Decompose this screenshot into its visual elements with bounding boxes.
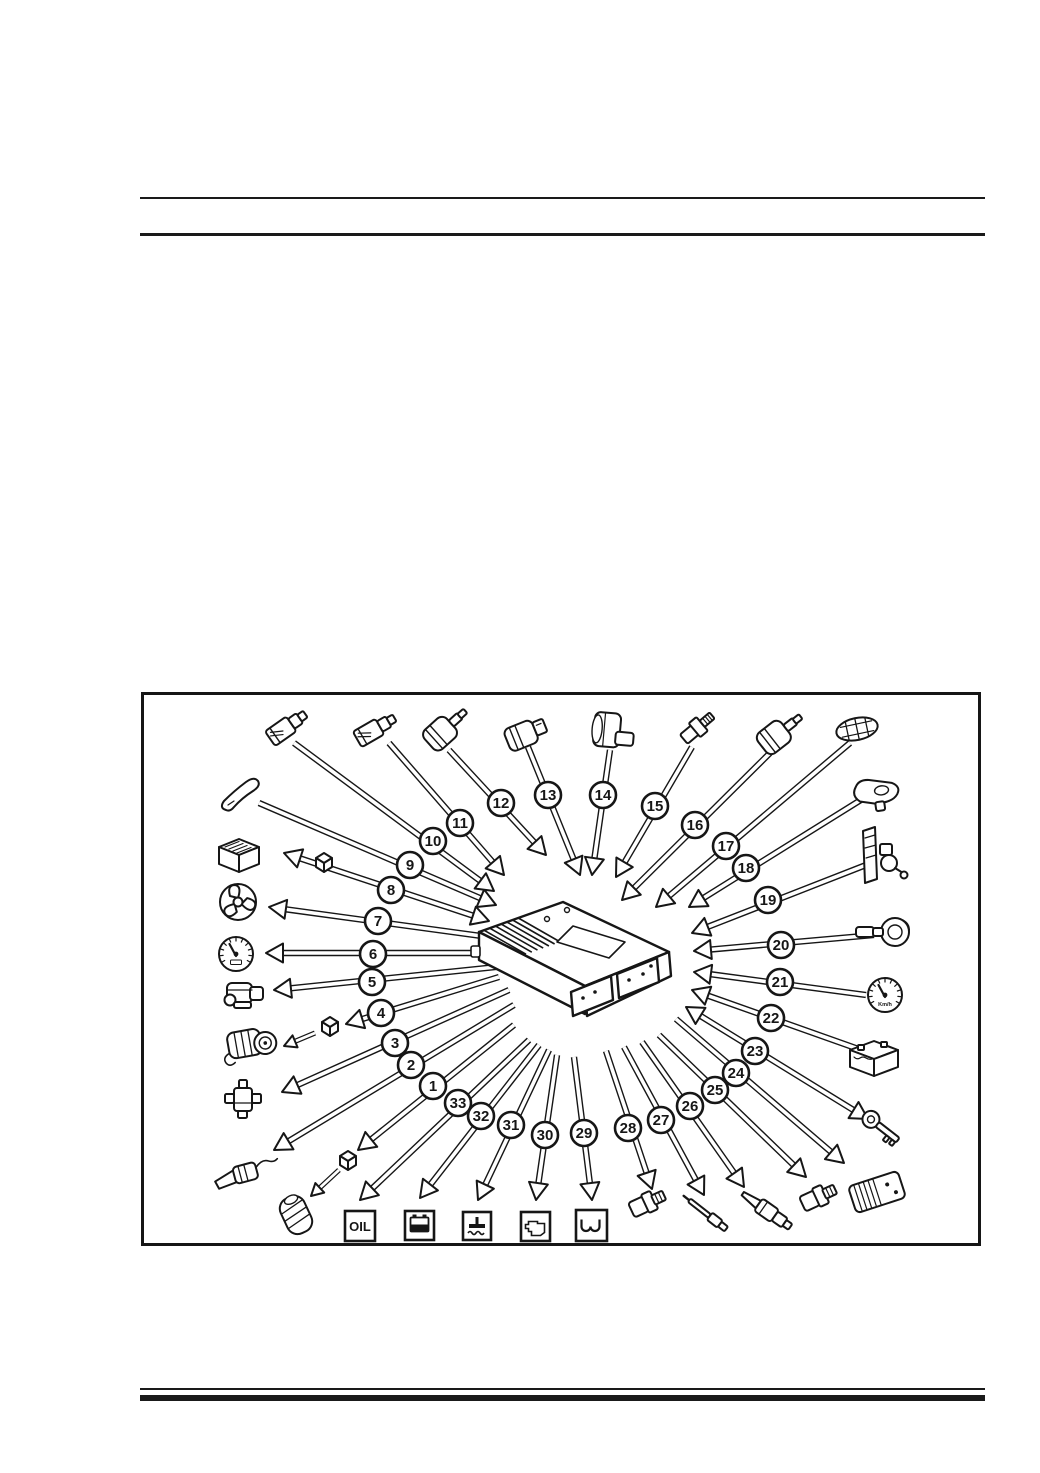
callout-17-badge: [713, 833, 739, 859]
callout-2-badge: [398, 1052, 424, 1078]
svg-text:14: 14: [594, 787, 612, 805]
svg-text:18: 18: [737, 860, 755, 878]
relay-box-icon: [219, 839, 259, 872]
cube-connector-icon: [322, 1017, 338, 1036]
svg-text:30: 30: [536, 1127, 554, 1145]
callout-13-arrow: [528, 747, 582, 875]
small-sensor-icon: [627, 1186, 668, 1219]
svg-text:16: 16: [686, 817, 704, 835]
callout-1-badge: [420, 1073, 446, 1099]
pump-icon: [225, 983, 264, 1008]
svg-text:4: 4: [376, 1005, 386, 1023]
callout-27-badge: [648, 1107, 674, 1133]
fan-icon: [220, 884, 257, 920]
svg-text:7: 7: [373, 913, 383, 931]
engine-warning-icon: [521, 1212, 550, 1241]
ecu-diagram-frame: [141, 692, 981, 1246]
svg-text:8: 8: [386, 882, 396, 900]
glow-plug-warning-icon: [576, 1210, 607, 1241]
svg-text:24: 24: [727, 1065, 745, 1083]
svg-text:Km/h: Km/h: [878, 1002, 892, 1008]
callout-14-arrow: [585, 750, 610, 875]
cyl-sensor-icon: [503, 715, 550, 753]
svg-text:3: 3: [390, 1035, 400, 1053]
callout-13-badge: [535, 782, 561, 808]
callout-16-badge: [682, 812, 708, 838]
svg-text:26: 26: [681, 1098, 699, 1116]
module-icon: [848, 1171, 906, 1214]
svg-text:10: 10: [424, 833, 442, 851]
svg-text:OIL: OIL: [349, 1219, 371, 1234]
footer-rule-thick: [140, 1395, 985, 1401]
link-arrow-2: [284, 1033, 315, 1047]
gauge-rpm-icon: [219, 937, 253, 971]
callout-21-badge: [767, 969, 793, 995]
svg-text:22: 22: [762, 1010, 780, 1028]
callout-15-badge: [642, 793, 668, 819]
svg-text:1: 1: [428, 1078, 438, 1096]
callout-5-badge: [359, 969, 385, 995]
svg-text:29: 29: [575, 1125, 593, 1143]
bracket-sensor-icon: [863, 827, 908, 883]
callout-6-badge: [360, 941, 386, 967]
callout-12-badge: [488, 790, 514, 816]
callout-28-badge: [615, 1115, 641, 1141]
callout-14-badge: [590, 782, 616, 808]
svg-text:32: 32: [472, 1108, 490, 1126]
trans-sensor-icon: [856, 918, 909, 946]
callout-32-badge: [468, 1103, 494, 1129]
footer-rule-thin: [140, 1388, 985, 1390]
svg-text:28: 28: [619, 1120, 637, 1138]
callout-18-badge: [733, 855, 759, 881]
link-arrow-1: [311, 1170, 339, 1196]
callout-26-badge: [677, 1093, 703, 1119]
callout-11-badge: [447, 810, 473, 836]
small-sensor-icon: [798, 1180, 839, 1213]
key-icon: [859, 1107, 903, 1147]
oil-warning-icon: [345, 1211, 375, 1241]
oval-plug-icon: [834, 714, 880, 744]
svg-text:13: 13: [539, 787, 557, 805]
glow-plug-icon: [681, 1192, 729, 1232]
speedometer-icon: [868, 978, 902, 1012]
battery-icon: [850, 1041, 898, 1076]
svg-text:9: 9: [405, 857, 415, 875]
callout-20-badge: [768, 932, 794, 958]
callout-10-badge: [420, 828, 446, 854]
callout-29-badge: [571, 1120, 597, 1146]
ecu-system-diagram: [144, 695, 978, 1243]
cube-connector-icon: [340, 1151, 356, 1170]
svg-text:5: 5: [367, 974, 377, 992]
battery-warning-icon: [405, 1211, 434, 1240]
callout-33-badge: [445, 1090, 471, 1116]
lambda-sensor-icon: [213, 1156, 281, 1190]
ecu-icon: [471, 902, 671, 1016]
coolant-warning-icon: [463, 1212, 491, 1240]
header-rule-top: [140, 197, 985, 199]
callout-7-badge: [365, 908, 391, 934]
svg-text:17: 17: [717, 838, 735, 856]
svg-text:25: 25: [706, 1082, 724, 1100]
callout-4-badge: [368, 1000, 394, 1026]
svg-text:21: 21: [771, 974, 789, 992]
cube-connector-icon: [316, 853, 332, 872]
callout-25-badge: [702, 1077, 728, 1103]
callout-9-badge: [397, 852, 423, 878]
svg-text:11: 11: [452, 815, 468, 833]
svg-text:6: 6: [368, 946, 378, 964]
svg-text:12: 12: [492, 795, 510, 813]
callout-8-badge: [378, 877, 404, 903]
canister-icon: [276, 1191, 316, 1237]
callout-19-badge: [755, 887, 781, 913]
svg-text:31: 31: [502, 1117, 520, 1135]
callout-3-badge: [382, 1030, 408, 1056]
cyl-sensor-shaft-icon: [754, 706, 809, 757]
svg-text:15: 15: [646, 798, 664, 816]
solenoid-valve-icon: [225, 1080, 261, 1118]
callout-23-badge: [742, 1038, 768, 1064]
svg-text:20: 20: [772, 937, 790, 955]
cyl-sensor-shaft-icon: [420, 701, 474, 753]
map-sensor-icon: [852, 776, 900, 814]
callout-31-badge: [498, 1112, 524, 1138]
callout-22-badge: [758, 1005, 784, 1031]
injector-icon: [738, 1188, 794, 1234]
svg-text:27: 27: [652, 1112, 670, 1130]
lever-icon: [222, 779, 259, 811]
compressor-icon: [220, 1025, 279, 1066]
svg-text:23: 23: [746, 1043, 764, 1061]
temp-sensor-icon: [678, 709, 718, 747]
svg-text:33: 33: [449, 1095, 467, 1113]
callout-30-badge: [532, 1122, 558, 1148]
plug-switch-icon: [265, 707, 311, 746]
header-rule-bottom: [140, 233, 985, 236]
elbow-sensor-icon: [591, 711, 636, 749]
svg-text:2: 2: [406, 1057, 416, 1075]
svg-text:19: 19: [759, 892, 777, 910]
